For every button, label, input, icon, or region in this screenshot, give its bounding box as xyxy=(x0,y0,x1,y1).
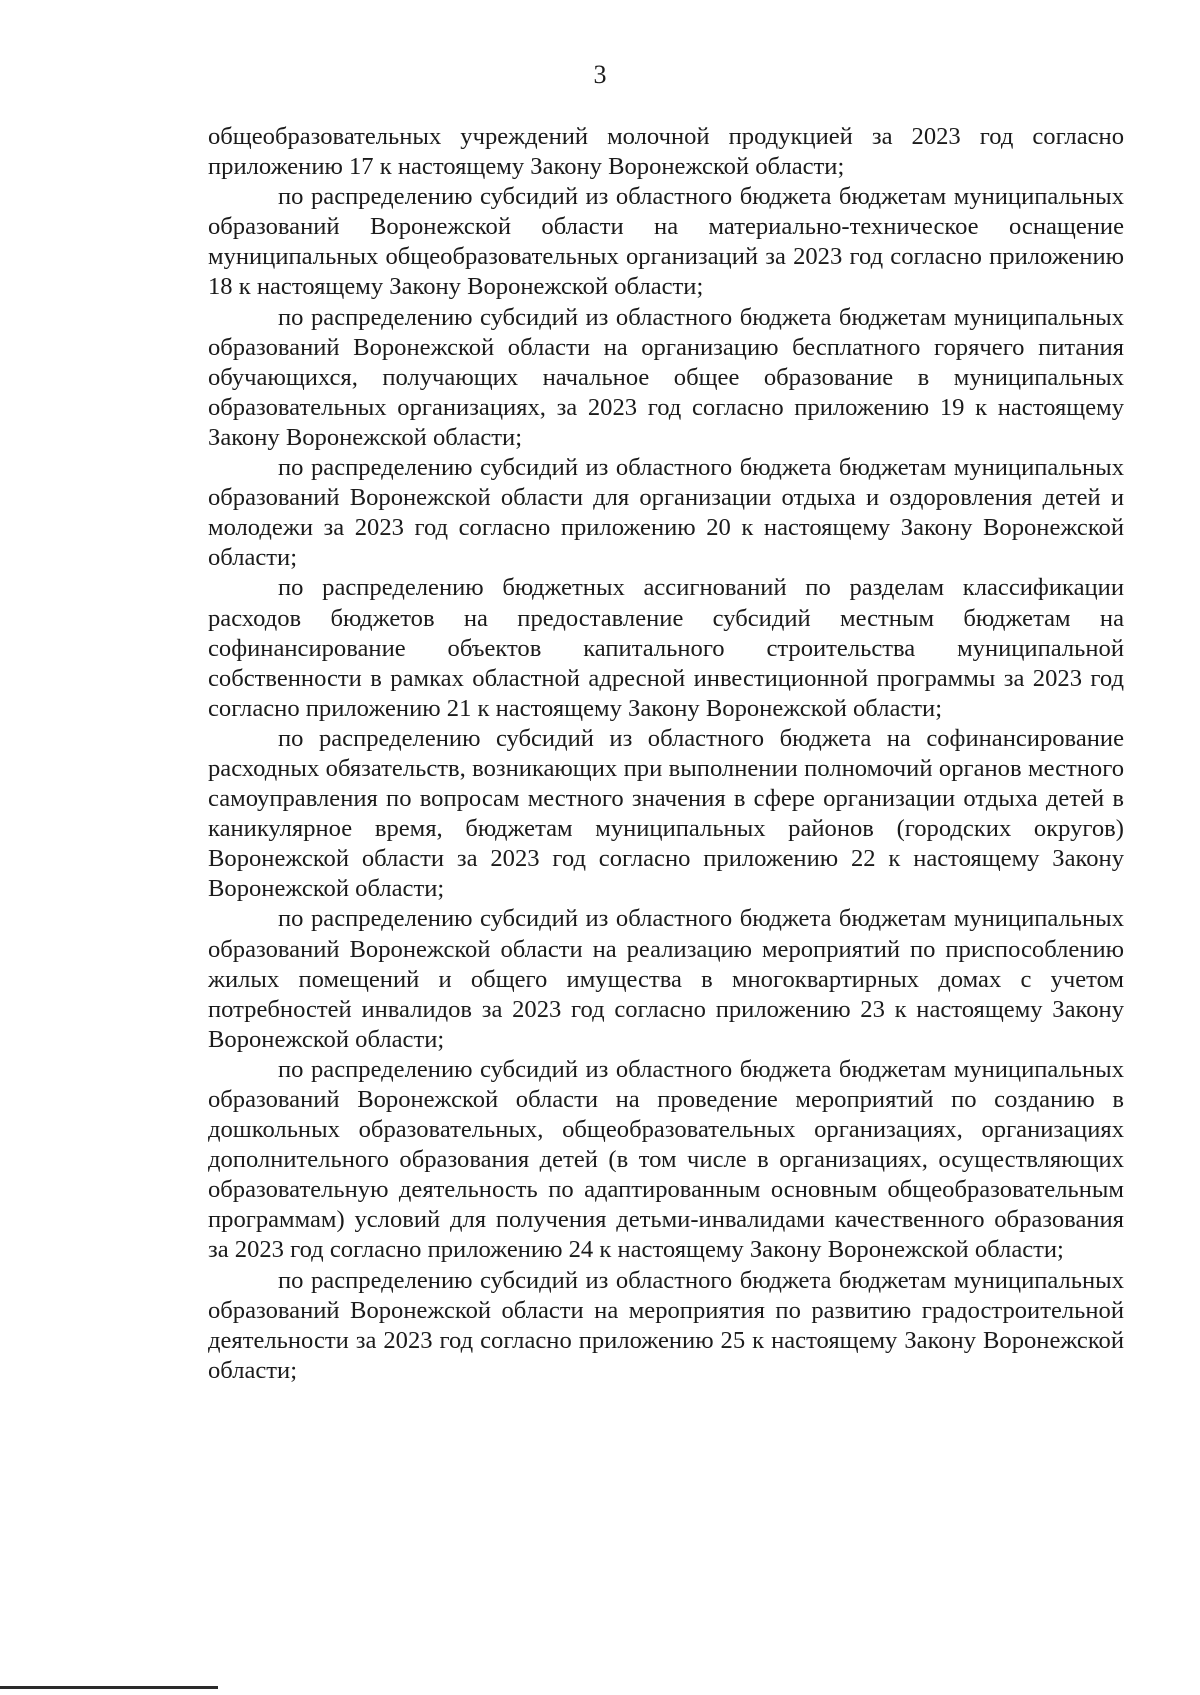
paragraph: по распределению субсидий из областного бюджета бюджетам муниципальных образований Воронежской области на мероприятия по развитию градостроительной деятельности за 2023 год согласно приложению 25 к настоящему Закону Воронежской области; xyxy=(208,1266,1124,1384)
paragraph: общеобразовательных учреждений молочной продукцией за 2023 год согласно приложению 17 к настоящему Закону Воронежской области; xyxy=(208,123,1124,181)
paragraph: по распределению субсидий из областного бюджета бюджетам муниципальных образований Воронежской области на организацию бесплатного горячего питания обучающихся, получающих начальное общее образование в муниципальных образовательных организациях, за 2023 год согласно приложению 19 к настоящему Закону Воронежской области; xyxy=(208,303,1124,451)
page-number: 3 xyxy=(593,60,607,89)
document-body xyxy=(208,122,1124,1386)
paragraph: по распределению субсидий из областного бюджета бюджетам муниципальных образований Воронежской области на материально-техническое оснащение муниципальных общеобразовательных организаций за 2023 год согласно приложению 18 к настоящему Закону Воронежской области; xyxy=(208,183,1124,301)
footer-rule xyxy=(0,1686,218,1689)
paragraph: по распределению субсидий из областного бюджета бюджетам муниципальных образований Воронежской области на реализацию мероприятий по приспособлению жилых помещений и общего имущества в многоквартирных домах с учетом потребностей инвалидов за 2023 год согласно приложению 23 к настоящему Закону Воронежской области; xyxy=(208,905,1124,1053)
paragraph: по распределению бюджетных ассигнований по разделам классификации расходов бюджетов на предоставление субсидий местным бюджетам на софинансирование объектов капитального строительства муниципальной собственности в рамках областной адресной инвестиционной программы за 2023 год согласно приложению 21 к настоящему Закону Воронежской области; xyxy=(208,574,1124,722)
paragraph: по распределению субсидий из областного бюджета на софинансирование расходных обязательств, возникающих при выполнении полномочий органов местного самоуправления по вопросам местного значения в сфере организации отдыха детей в каникулярное время, бюджетам муниципальных районов (городских округов) Воронежской области за 2023 год согласно приложению 22 к настоящему Закону Воронежской области; xyxy=(208,724,1124,903)
paragraph: по распределению субсидий из областного бюджета бюджетам муниципальных образований Воронежской области для организации отдыха и оздоровления детей и молодежи за 2023 год согласно приложению 20 к настоящему Закону Воронежской области; xyxy=(208,454,1124,572)
paragraph: по распределению субсидий из областного бюджета бюджетам муниципальных образований Воронежской области на проведение мероприятий по созданию в дошкольных образовательных, общеобразовательных организациях, организациях дополнительного образования детей (в том числе в организациях, осуществляющих образовательную деятельность по адаптированным основным общеобразовательным программам) условий для получения детьми-инвалидами качественного образования за 2023 год согласно приложению 24 к настоящему Закону Воронежской области; xyxy=(208,1055,1124,1264)
